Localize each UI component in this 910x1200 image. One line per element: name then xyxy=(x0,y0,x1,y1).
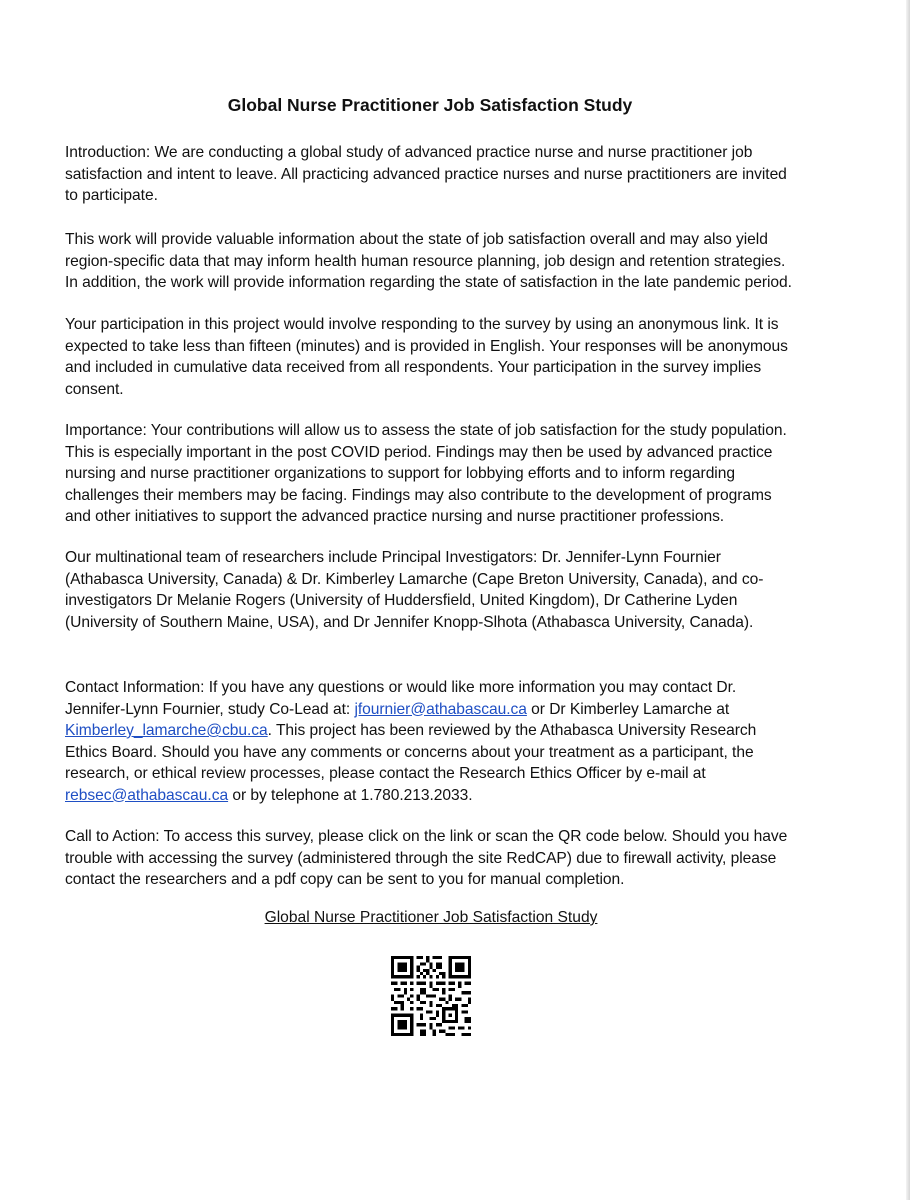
importance-paragraph: Importance: Your contributions will allow us to assess the state of job satisfaction for the study population. This is especially important in the post COVID period. Findings may then be used by advanced practice nursing and nurse practitioner organizations to support for lobbying efforts and to inform regarding challenges their members may be facing. Findings may also contribute to the development of programs and other initiatives to support the advanced practice nursing and nurse practitioner professions. xyxy=(65,422,787,525)
document-title: Global Nurse Practitioner Job Satisfaction Study xyxy=(227,95,633,115)
participation-paragraph: Your participation in this project would involve responding to the survey by using an anonymous link. It is expected to take less than fifteen (minutes) and is provided in English. Your responses will be anonymous and included in cumulative data received from all respondents. Your participation in the survey implies consent. xyxy=(65,316,788,398)
team-paragraph: Our multinational team of researchers include Principal Investigators: Dr. Jennifer-Lynn Fournier (Athabasca University, Canada) & Dr. Kimberley Lamarche (Cape Breton University, Canada), and co-investigators Dr Melanie Rogers (University of Huddersfield, United Kingdom), Dr Catherine Lyden (University of Southern Maine, USA), and Dr Jennifer Knopp-Slhota (Athabasca University, Canada). xyxy=(65,549,764,631)
call-to-action-paragraph: Call to Action: To access this survey, please click on the link or scan the QR code below. Should you have trouble with accessing the survey (administered through the site RedCAP) due to firewall activity, please contact the researchers and a pdf copy can be sent to you for manual completion. xyxy=(65,828,788,888)
email-link-rebsec[interactable]: rebsec@athabascau.ca xyxy=(65,786,229,804)
contact-text-4: or by telephone at 1.780.213.2033. xyxy=(228,786,473,804)
email-link-lamarche[interactable]: Kimberley_lamarche@cbu.ca xyxy=(65,722,268,739)
page-edge xyxy=(906,0,910,1200)
contact-text-3: . This project has been reviewed by the Athabasca University Research Ethics Board. Should you have any comments or concerns about your treatment as a participant, the research, or ethical review processes, please contact the Research Ethics Officer by e-mail at xyxy=(65,722,757,782)
contact-text-1: Contact Information: If you have any questions or would like more information you may contact Dr. Jennifer-Lynn Fournier, study Co-Lead at: xyxy=(65,679,737,718)
email-link-fournier[interactable]: jfournier@athabascau.ca xyxy=(354,700,527,718)
survey-link[interactable]: Global Nurse Practitioner Job Satisfaction Study xyxy=(264,909,598,926)
contact-paragraph xyxy=(65,677,793,806)
contact-text-2: or Dr Kimberley Lamarche at xyxy=(526,700,730,718)
survey-link-container xyxy=(0,909,862,927)
introduction-paragraph: Introduction: We are conducting a global study of advanced practice nurse and nurse practitioner job satisfaction and intent to leave. All practicing advanced practice nurses and nurse practitioners are invited to participate. xyxy=(65,144,787,204)
value-paragraph: This work will provide valuable information about the state of job satisfaction overall and may also yield region-specific data that may inform health human resource planning, job design and retention strategies. In addition, the work will provide information regarding the state of satisfaction in the late pandemic period. xyxy=(65,231,792,291)
qr-code-icon[interactable] xyxy=(391,956,471,1036)
